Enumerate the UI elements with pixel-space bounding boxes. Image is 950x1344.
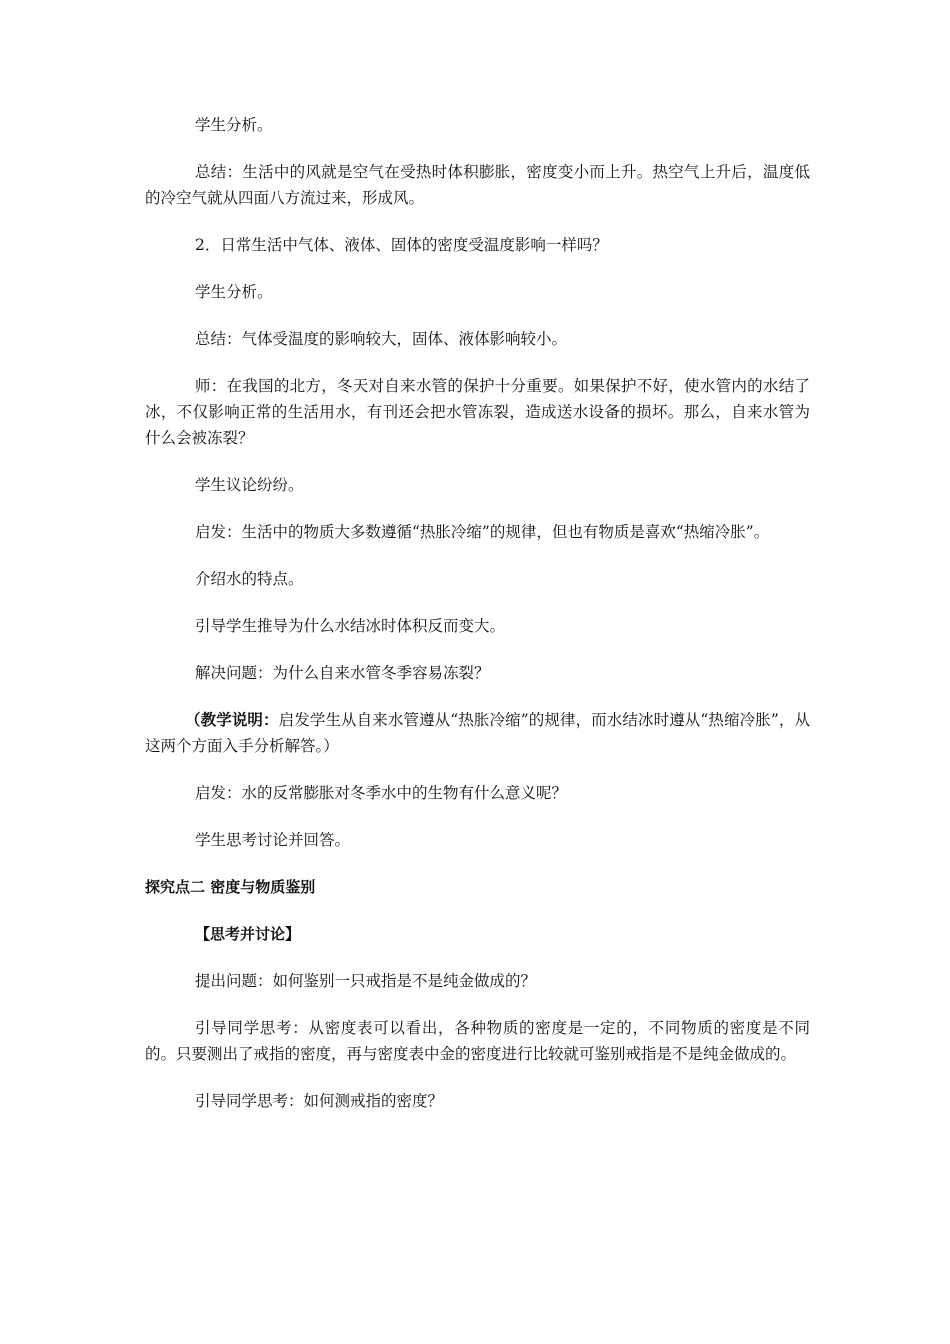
paragraph: 引导同学思考：如何测戒指的密度？ — [195, 1092, 444, 1110]
paragraph: 师：在我国的北方，冬天对自来水管的保护十分重要。如果保护不好，使水管内的水结了冰，不仅影响正常的生活用水，有刊还会把水管冻裂，造成送水设备的损坏。那么，自来水管为什么会被冻裂？ — [145, 377, 810, 447]
paragraph: 解决问题：为什么自来水管冬季容易冻裂？ — [195, 664, 490, 682]
paragraph: 提出问题：如何鉴别一只戒指是不是纯金做成的？ — [195, 972, 537, 990]
paragraph: 启发：水的反常膨胀对冬季水中的生物有什么意义呢？ — [195, 784, 568, 802]
paragraph: 2．日常生活中气体、液体、固体的密度受温度影响一样吗？ — [195, 236, 608, 254]
teaching-note-label: 教学说明： — [200, 711, 279, 729]
paragraph: 介绍水的特点。 — [195, 570, 304, 588]
paragraph: 引导同学思考：从密度表可以看出，各种物质的密度是一定的，不同物质的密度是不同的。只要测出了戒指的密度，再与密度表中金的密度进行比较就可鉴别戒指是不是纯金做成的。 — [145, 1019, 810, 1063]
teaching-note-body: 启发学生从自来水管遵从“热胀冷缩”的规律，而水结冰时遵从“热缩冷胀”，从这两个方面入手分析解答。） — [145, 711, 810, 755]
teaching-note — [145, 707, 810, 759]
paragraph: 学生思考讨论并回答。 — [195, 831, 351, 849]
paragraph: 引导学生推导为什么水结冰时体积反而变大。 — [195, 617, 506, 635]
section-heading: 探究点二 密度与物质鉴别 — [145, 878, 316, 896]
paragraph: 学生分析。 — [195, 116, 273, 134]
teaching-note-open: （ — [185, 711, 201, 729]
paragraph: 学生分析。 — [195, 283, 273, 301]
document-page — [145, 112, 810, 1135]
paragraph: 启发：生活中的物质大多数遵循“热胀冷缩”的规律，但也有物质是喜欢“热缩冷胀”。 — [195, 523, 770, 541]
sub-heading: 【思考并讨论】 — [195, 925, 301, 943]
paragraph: 学生议论纷纷。 — [195, 476, 304, 494]
paragraph: 总结：气体受温度的影响较大，固体、液体影响较小。 — [195, 330, 568, 348]
paragraph: 总结：生活中的风就是空气在受热时体积膨胀，密度变小而上升。热空气上升后，温度低的冷空气就从四面八方流过来，形成风。 — [145, 163, 810, 207]
